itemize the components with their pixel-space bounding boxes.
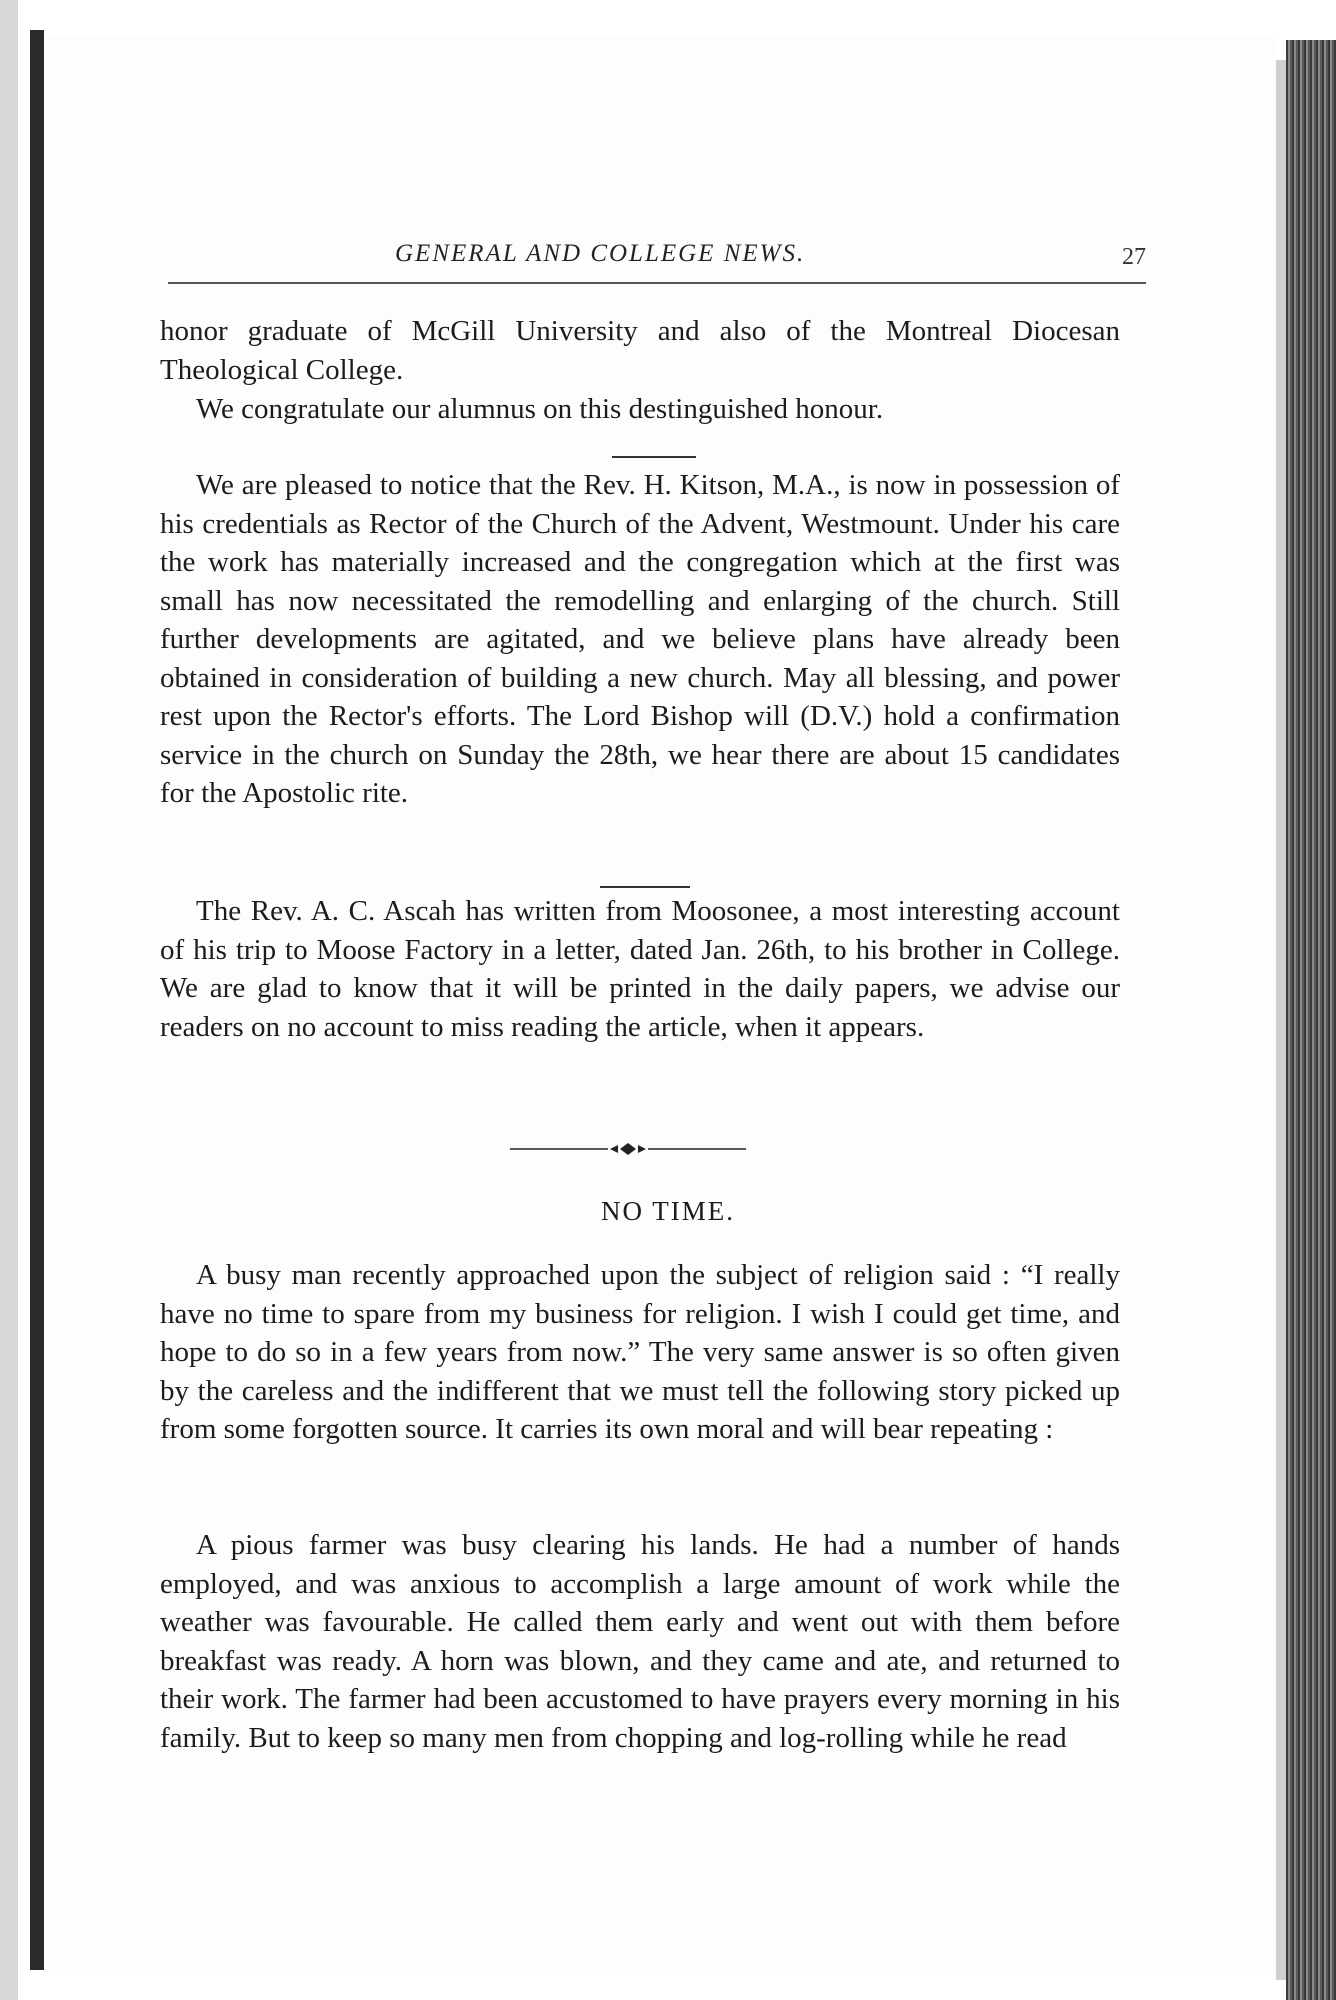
page-number: 27 bbox=[1122, 244, 1146, 270]
paragraph-pious-farmer: A pious farmer was busy clearing his lands. He had a number of hands employed, and was anxious to accomplish a large amount of work while the weather was favourable. He called them early and went out with them before breakfast was ready. A horn was blown, and they came and ate, and returned to their work. The farmer had been accustomed to have prayers every morning in his family. But to keep so many men from chopping and log-rolling while he read bbox=[160, 1529, 1120, 1754]
separator-rule bbox=[600, 886, 690, 888]
scan-edge-left bbox=[0, 0, 18, 2000]
paragraph-congratulations: We congratulate our alumnus on this destinguished honour. bbox=[196, 393, 884, 425]
paragraph-ascah: The Rev. A. C. Ascah has written from Moosonee, a most interesting account of his trip to Moose Factory in a letter, dated Jan. 26th, to his brother in College. We are glad to know that it will be printed in the daily papers, we advise our readers on no account to miss reading the article, when it appears. bbox=[160, 895, 1120, 1043]
paragraph-continued: honor graduate of McGill University and also of the Montreal Diocesan Theological College. bbox=[160, 315, 1120, 386]
ornament-divider bbox=[510, 1142, 746, 1156]
running-head: GENERAL AND COLLEGE NEWS. bbox=[395, 240, 806, 267]
paragraph-kitson: We are pleased to notice that the Rev. H. Kitson, M.A., is now in possession of his credentials as Rector of the Church of the Advent, Westmount. Under his care the work has materially increased and the congregation which at the first was small has now necessitated the remodelling and enlarging of the church. Still further developments are agitated, and we believe plans have already been obtained in consideration of building a new church. May all blessing, and power rest upon the Rector's efforts. The Lord Bishop will (D.V.) hold a confirmation service in the church on Sunday the 28th, we hear there are about 15 candidates for the Apostolic rite. bbox=[160, 469, 1120, 809]
book-fore-edge bbox=[1286, 40, 1336, 2000]
section-title: NO TIME. bbox=[601, 1196, 735, 1226]
separator-rule bbox=[612, 456, 696, 458]
header-rule bbox=[168, 282, 1146, 284]
book-spine-shadow bbox=[30, 30, 44, 1970]
paragraph-busy-man: A busy man recently approached upon the subject of religion said : “I really have no time to spare from my business for religion. I wish I could get time, and hope to do so in a few years from now.” The very same answer is so often given by the careless and the indifferent that we must tell the following story picked up from some forgotten source. It carries its own moral and will bear repeating : bbox=[160, 1259, 1120, 1445]
